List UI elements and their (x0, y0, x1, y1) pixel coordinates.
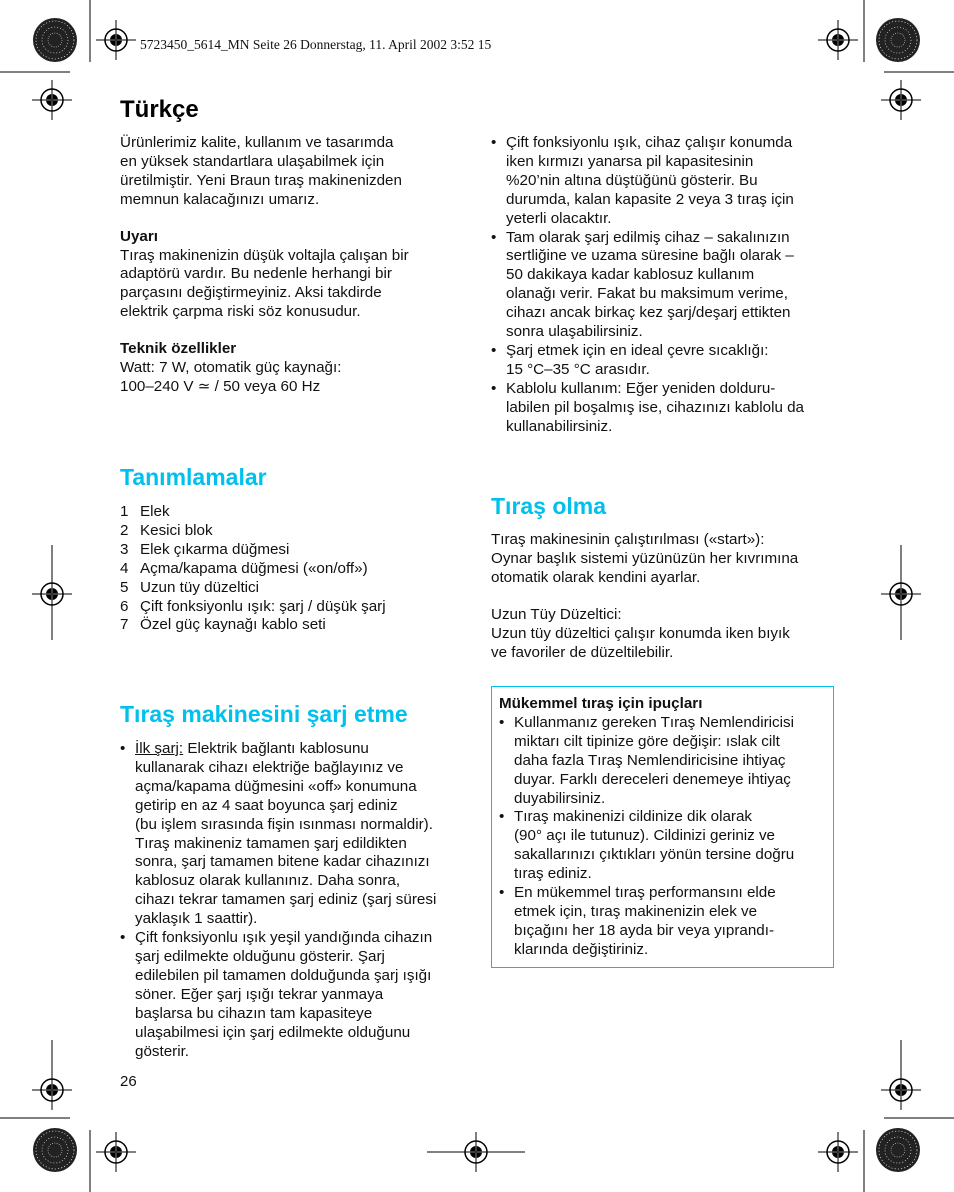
crosshair-mark (818, 1132, 858, 1172)
parts-list (120, 503, 470, 635)
page-number: 26 (120, 1073, 137, 1090)
file-header-line: 5723450_5614_MN Seite 26 Donnerstag, 11. April 2002 3:52 15 (140, 37, 492, 52)
list-item: 7 Özel güç kaynağı kablo seti (120, 616, 326, 634)
right-column-top (491, 134, 841, 437)
list-item: 2 Kesici blok (120, 521, 213, 539)
crosshair-mark (818, 20, 858, 60)
warning-title: Uyarı (120, 227, 158, 245)
tips-list (499, 714, 825, 960)
first-charge-label: İlk şarj: (135, 740, 184, 757)
crosshair-mark (96, 1132, 136, 1172)
list-item: 3 Elek çıkarma düğmesi (120, 540, 290, 558)
shaving-heading: Tıraş olma (491, 493, 607, 519)
language-title: Türkçe (120, 96, 199, 123)
list-item: 1 Elek (120, 503, 170, 520)
list-item: • Çift fonksiyonlu ışık yeşil yandığında cihazın şarj edilmekte olduğunu gösterir. Şarj edilebilen pil tamamen dolduğunda şarj ışığı söner. Eğer şarj ışığı tekrar yanmaya başlarsa bu cihazın tam kapasiteye ulaşabilmesi için şarj edilmekte olduğunu gösterir. (120, 929, 465, 1061)
charging-heading: Tıraş makinesini şarj etme (120, 701, 408, 727)
list-item: • Kablolu kullanım: Eğer yeniden dolduru- labilen pil boşalmış ise, cihazınızı kablolu da kullanabilirsiniz. (491, 380, 841, 437)
crosshair-mark (96, 20, 136, 60)
star-mark-top-right (876, 18, 920, 62)
crosshair-mark (32, 80, 72, 120)
crosshair-mark (881, 80, 921, 120)
battery-notes-list (491, 134, 841, 437)
star-mark-bottom-right (876, 1128, 920, 1172)
tips-box (491, 686, 834, 968)
charging-section (120, 740, 465, 1061)
left-column-top (120, 134, 470, 397)
charging-list (120, 740, 465, 1061)
specs-line-1: Watt: 7 W, otomatik güç kaynağı: (120, 359, 342, 377)
list-item: • Kullanmanız gereken Tıraş Nemlendiricisi miktarı cilt tipinize göre değişir: ıslak cilt daha fazla Tıraş Nemlendiricisine ihtiyaç duyar. Farklı dereceleri denemeye ihtiyaç duyabilirsiniz. (499, 714, 825, 809)
list-item: • Tıraş makinenizi cildinize dik olarak (90° açı ile tutunuz). Cildinizi geriniz ve sakallarınızı çıktıkları yönün tersine doğru tıraş ediniz. (499, 808, 825, 884)
specs-title: Teknik özellikler (120, 340, 237, 358)
list-item: • Tam olarak şarj edilmiş cihaz – sakalınızın sertliğine ve uzama süresine bağlı olarak – 50 dakikaya kadar kablosuz kullanım olanağı verir. Fakat bu maksimum verime, cihazı ancak birkaç kez şarj/deşarj ettikten sonra ulaşabilirsiniz. (491, 229, 841, 342)
star-mark-bottom-left (33, 1128, 77, 1172)
tips-title: Mükemmel tıraş için ipuçları (499, 695, 703, 712)
parts-list-container (120, 503, 470, 635)
list-item: 4 Açma/kapama düğmesi («on/off») (120, 559, 368, 577)
list-item: • Çift fonksiyonlu ışık, cihaz çalışır konumda iken kırmızı yanarsa pil kapasitesinin %20’nin altına düştüğünü gösterir. Bu durumda, kalan kapasite 2 veya 3 tıraş için yeterli olacaktır. (491, 134, 841, 229)
star-mark-top-left (33, 18, 77, 62)
specs-line-2: 100–240 V ≃ / 50 veya 60 Hz (120, 377, 321, 395)
list-item: • Şarj etmek için en ideal çevre sıcaklığı: 15 °C–35 °C arasıdır. (491, 342, 841, 380)
warning-paragraph: Tıraş makinenizin düşük voltajla çalışan bir adaptörü vardır. Bu nedenle herhangi bir parçasını değiştirmeyiniz. Aksi takdirde elektrik çarpma riski söz konusudur. (120, 246, 409, 321)
parts-heading: Tanımlamalar (120, 464, 267, 490)
list-item: • En mükemmel tıraş performansını elde etmek için, tıraş makinenizin elek ve bıçağını her 18 ayda bir veya yıprandı- klarında değiştiriniz. (499, 884, 825, 960)
shaving-section (491, 531, 841, 662)
list-item: 6 Çift fonksiyonlu ışık: şarj / düşük şarj (120, 597, 386, 615)
shaving-paragraph-trimmer: Uzun Tüy Düzeltici: Uzun tüy düzeltici çalışır konumda iken bıyık ve favoriler de düzeltilebilir. (491, 605, 790, 661)
first-charge-text: Elektrik bağlantı kablosunu kullanarak cihazı elektriğe bağlayınız ve açma/kapama düğmesini «off» konumuna getirip en az 4 saat boyunca şarj ediniz (bu işlem sırasında fişin ısınması normaldir). Tıraş makineniz tamamen şarj edildikten sonra, şarj tamamen bitene kadar cihazınızı kablosuz olarak kullanınız. Daha sonra, cihazı tekrar tamamen şarj ediniz (şarj süresi yaklaşık 1 saattir). (135, 740, 437, 928)
shaving-paragraph-start: Tıraş makinesinin çalıştırılması («start»): Oynar başlık sistemi yüzünüzün her kıvrımına otomatik olarak kendini ayarlar. (491, 531, 799, 586)
intro-paragraph: Ürünlerimiz kalite, kullanım ve tasarımda en yüksek standartlara ulaşabilmek için üretilmiştir. Yeni Braun tıraş makinenizden memnun kalacağınızı umarız. (120, 134, 402, 208)
list-item (120, 740, 465, 929)
list-item: 5 Uzun tüy düzeltici (120, 578, 260, 596)
